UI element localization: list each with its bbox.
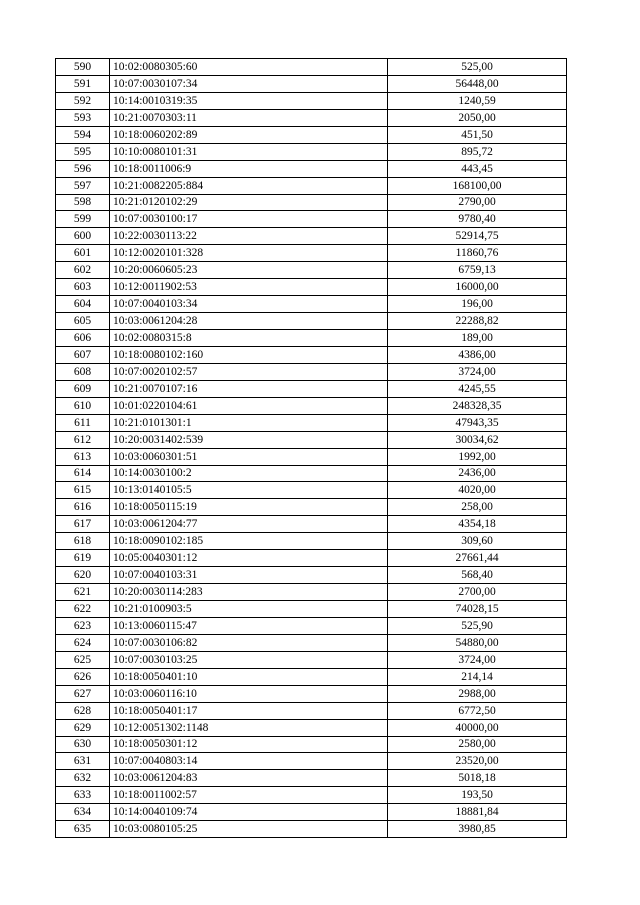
table-row bbox=[56, 109, 567, 126]
row-number-cell: 606 bbox=[56, 330, 110, 347]
cadastral-code-cell: 10:02:0080315:8 bbox=[110, 330, 388, 347]
table-row bbox=[56, 753, 567, 770]
row-number-cell: 591 bbox=[56, 75, 110, 92]
row-number-cell: 613 bbox=[56, 448, 110, 465]
cadastral-code-cell: 10:12:0020101:328 bbox=[110, 245, 388, 262]
amount-cell: 40000,00 bbox=[388, 719, 567, 736]
table-row bbox=[56, 330, 567, 347]
amount-cell: 2988,00 bbox=[388, 685, 567, 702]
row-number-cell: 594 bbox=[56, 126, 110, 143]
amount-cell: 168100,00 bbox=[388, 177, 567, 194]
cadastral-code-cell: 10:20:0030114:283 bbox=[110, 584, 388, 601]
cadastral-code-cell: 10:13:0140105:5 bbox=[110, 482, 388, 499]
table-row bbox=[56, 787, 567, 804]
row-number-cell: 612 bbox=[56, 431, 110, 448]
table-row bbox=[56, 431, 567, 448]
table-row bbox=[56, 736, 567, 753]
row-number-cell: 616 bbox=[56, 499, 110, 516]
table-row bbox=[56, 194, 567, 211]
cadastral-code-cell: 10:01:0220104:61 bbox=[110, 397, 388, 414]
amount-cell: 9780,40 bbox=[388, 211, 567, 228]
amount-cell: 54880,00 bbox=[388, 634, 567, 651]
row-number-cell: 609 bbox=[56, 380, 110, 397]
table-row bbox=[56, 363, 567, 380]
amount-cell: 1992,00 bbox=[388, 448, 567, 465]
table-row bbox=[56, 211, 567, 228]
row-number-cell: 600 bbox=[56, 228, 110, 245]
row-number-cell: 625 bbox=[56, 651, 110, 668]
cadastral-code-cell: 10:03:0061204:83 bbox=[110, 770, 388, 787]
row-number-cell: 617 bbox=[56, 516, 110, 533]
cadastral-code-cell: 10:18:0011006:9 bbox=[110, 160, 388, 177]
cadastral-code-cell: 10:07:0040103:34 bbox=[110, 296, 388, 313]
table-row bbox=[56, 346, 567, 363]
row-number-cell: 605 bbox=[56, 313, 110, 330]
row-number-cell: 619 bbox=[56, 550, 110, 567]
cadastral-code-cell: 10:03:0060116:10 bbox=[110, 685, 388, 702]
amount-cell: 568,40 bbox=[388, 567, 567, 584]
amount-cell: 23520,00 bbox=[388, 753, 567, 770]
amount-cell: 22288,82 bbox=[388, 313, 567, 330]
cadastral-code-cell: 10:14:0030100:2 bbox=[110, 465, 388, 482]
cadastral-code-cell: 10:21:0082205:884 bbox=[110, 177, 388, 194]
row-number-cell: 590 bbox=[56, 59, 110, 76]
amount-cell: 56448,00 bbox=[388, 75, 567, 92]
table-row bbox=[56, 719, 567, 736]
cadastral-code-cell: 10:10:0080101:31 bbox=[110, 143, 388, 160]
amount-cell: 1240,59 bbox=[388, 92, 567, 109]
row-number-cell: 595 bbox=[56, 143, 110, 160]
amount-cell: 6759,13 bbox=[388, 262, 567, 279]
table-row bbox=[56, 279, 567, 296]
amount-cell: 214,14 bbox=[388, 668, 567, 685]
cadastral-code-cell: 10:20:0060605:23 bbox=[110, 262, 388, 279]
row-number-cell: 631 bbox=[56, 753, 110, 770]
table-row bbox=[56, 702, 567, 719]
amount-cell: 2580,00 bbox=[388, 736, 567, 753]
cadastral-code-cell: 10:07:0030103:25 bbox=[110, 651, 388, 668]
row-number-cell: 603 bbox=[56, 279, 110, 296]
table-row bbox=[56, 313, 567, 330]
amount-cell: 4386,00 bbox=[388, 346, 567, 363]
amount-cell: 5018,18 bbox=[388, 770, 567, 787]
row-number-cell: 634 bbox=[56, 804, 110, 821]
row-number-cell: 621 bbox=[56, 584, 110, 601]
row-number-cell: 604 bbox=[56, 296, 110, 313]
cadastral-code-cell: 10:03:0061204:77 bbox=[110, 516, 388, 533]
cadastral-code-cell: 10:07:0020102:57 bbox=[110, 363, 388, 380]
row-number-cell: 611 bbox=[56, 414, 110, 431]
row-number-cell: 629 bbox=[56, 719, 110, 736]
amount-cell: 451,50 bbox=[388, 126, 567, 143]
amount-cell: 3724,00 bbox=[388, 651, 567, 668]
cadastral-code-cell: 10:13:0060115:47 bbox=[110, 617, 388, 634]
cadastral-code-cell: 10:18:0090102:185 bbox=[110, 533, 388, 550]
table-row bbox=[56, 804, 567, 821]
table-row bbox=[56, 414, 567, 431]
row-number-cell: 624 bbox=[56, 634, 110, 651]
amount-cell: 2700,00 bbox=[388, 584, 567, 601]
amount-cell: 3724,00 bbox=[388, 363, 567, 380]
table-row bbox=[56, 59, 567, 76]
table-row bbox=[56, 160, 567, 177]
cadastral-code-cell: 10:18:0011002:57 bbox=[110, 787, 388, 804]
table-row bbox=[56, 397, 567, 414]
cadastral-code-cell: 10:07:0040103:31 bbox=[110, 567, 388, 584]
row-number-cell: 627 bbox=[56, 685, 110, 702]
cadastral-code-cell: 10:07:0030107:34 bbox=[110, 75, 388, 92]
row-number-cell: 597 bbox=[56, 177, 110, 194]
row-number-cell: 602 bbox=[56, 262, 110, 279]
amount-cell: 443,45 bbox=[388, 160, 567, 177]
table-row bbox=[56, 533, 567, 550]
row-number-cell: 596 bbox=[56, 160, 110, 177]
row-number-cell: 630 bbox=[56, 736, 110, 753]
row-number-cell: 626 bbox=[56, 668, 110, 685]
amount-cell: 47943,35 bbox=[388, 414, 567, 431]
cadastral-code-cell: 10:03:0061204:28 bbox=[110, 313, 388, 330]
row-number-cell: 599 bbox=[56, 211, 110, 228]
table-row bbox=[56, 448, 567, 465]
cadastral-code-cell: 10:14:0010319:35 bbox=[110, 92, 388, 109]
cadastral-code-cell: 10:21:0101301:1 bbox=[110, 414, 388, 431]
table-row bbox=[56, 617, 567, 634]
row-number-cell: 623 bbox=[56, 617, 110, 634]
table-row bbox=[56, 262, 567, 279]
table-row bbox=[56, 584, 567, 601]
table-row bbox=[56, 516, 567, 533]
table-row bbox=[56, 245, 567, 262]
amount-cell: 3980,85 bbox=[388, 821, 567, 838]
table-body bbox=[56, 59, 567, 838]
cadastral-code-cell: 10:03:0080105:25 bbox=[110, 821, 388, 838]
amount-cell: 52914,75 bbox=[388, 228, 567, 245]
data-table bbox=[55, 58, 567, 838]
amount-cell: 74028,15 bbox=[388, 601, 567, 618]
table-row bbox=[56, 499, 567, 516]
cadastral-code-cell: 10:22:0030113:22 bbox=[110, 228, 388, 245]
table-row bbox=[56, 75, 567, 92]
row-number-cell: 632 bbox=[56, 770, 110, 787]
amount-cell: 27661,44 bbox=[388, 550, 567, 567]
cadastral-code-cell: 10:18:0050401:17 bbox=[110, 702, 388, 719]
table-row bbox=[56, 228, 567, 245]
row-number-cell: 622 bbox=[56, 601, 110, 618]
amount-cell: 30034,62 bbox=[388, 431, 567, 448]
amount-cell: 4020,00 bbox=[388, 482, 567, 499]
row-number-cell: 628 bbox=[56, 702, 110, 719]
amount-cell: 193,50 bbox=[388, 787, 567, 804]
cadastral-code-cell: 10:03:0060301:51 bbox=[110, 448, 388, 465]
cadastral-code-cell: 10:21:0070303:11 bbox=[110, 109, 388, 126]
amount-cell: 2050,00 bbox=[388, 109, 567, 126]
cadastral-code-cell: 10:05:0040301:12 bbox=[110, 550, 388, 567]
cadastral-code-cell: 10:14:0040109:74 bbox=[110, 804, 388, 821]
cadastral-code-cell: 10:21:0120102:29 bbox=[110, 194, 388, 211]
row-number-cell: 601 bbox=[56, 245, 110, 262]
table-row bbox=[56, 821, 567, 838]
row-number-cell: 592 bbox=[56, 92, 110, 109]
cadastral-code-cell: 10:20:0031402:539 bbox=[110, 431, 388, 448]
amount-cell: 525,00 bbox=[388, 59, 567, 76]
cadastral-code-cell: 10:12:0051302:1148 bbox=[110, 719, 388, 736]
cadastral-code-cell: 10:02:0080305:60 bbox=[110, 59, 388, 76]
amount-cell: 6772,50 bbox=[388, 702, 567, 719]
table-row bbox=[56, 126, 567, 143]
cadastral-code-cell: 10:18:0050401:10 bbox=[110, 668, 388, 685]
amount-cell: 189,00 bbox=[388, 330, 567, 347]
table-row bbox=[56, 651, 567, 668]
table-row bbox=[56, 685, 567, 702]
row-number-cell: 615 bbox=[56, 482, 110, 499]
table-row bbox=[56, 380, 567, 397]
amount-cell: 309,60 bbox=[388, 533, 567, 550]
row-number-cell: 614 bbox=[56, 465, 110, 482]
amount-cell: 248328,35 bbox=[388, 397, 567, 414]
cadastral-code-cell: 10:21:0070107:16 bbox=[110, 380, 388, 397]
row-number-cell: 635 bbox=[56, 821, 110, 838]
amount-cell: 525,90 bbox=[388, 617, 567, 634]
table-row bbox=[56, 770, 567, 787]
table-row bbox=[56, 567, 567, 584]
cadastral-code-cell: 10:07:0040803:14 bbox=[110, 753, 388, 770]
row-number-cell: 608 bbox=[56, 363, 110, 380]
cadastral-code-cell: 10:07:0030100:17 bbox=[110, 211, 388, 228]
table-row bbox=[56, 482, 567, 499]
amount-cell: 895,72 bbox=[388, 143, 567, 160]
row-number-cell: 633 bbox=[56, 787, 110, 804]
amount-cell: 196,00 bbox=[388, 296, 567, 313]
row-number-cell: 620 bbox=[56, 567, 110, 584]
table-row bbox=[56, 668, 567, 685]
amount-cell: 16000,00 bbox=[388, 279, 567, 296]
cadastral-code-cell: 10:18:0080102:160 bbox=[110, 346, 388, 363]
row-number-cell: 610 bbox=[56, 397, 110, 414]
amount-cell: 11860,76 bbox=[388, 245, 567, 262]
cadastral-code-cell: 10:21:0100903:5 bbox=[110, 601, 388, 618]
table-row bbox=[56, 634, 567, 651]
table-row bbox=[56, 601, 567, 618]
row-number-cell: 607 bbox=[56, 346, 110, 363]
amount-cell: 258,00 bbox=[388, 499, 567, 516]
cadastral-code-cell: 10:18:0050301:12 bbox=[110, 736, 388, 753]
amount-cell: 2436,00 bbox=[388, 465, 567, 482]
amount-cell: 2790,00 bbox=[388, 194, 567, 211]
table-row bbox=[56, 550, 567, 567]
row-number-cell: 593 bbox=[56, 109, 110, 126]
cadastral-code-cell: 10:07:0030106:82 bbox=[110, 634, 388, 651]
amount-cell: 18881,84 bbox=[388, 804, 567, 821]
table-row bbox=[56, 143, 567, 160]
amount-cell: 4354,18 bbox=[388, 516, 567, 533]
cadastral-code-cell: 10:18:0050115:19 bbox=[110, 499, 388, 516]
table-row bbox=[56, 465, 567, 482]
cadastral-code-cell: 10:12:0011902:53 bbox=[110, 279, 388, 296]
cadastral-code-cell: 10:18:0060202:89 bbox=[110, 126, 388, 143]
table-row bbox=[56, 177, 567, 194]
row-number-cell: 618 bbox=[56, 533, 110, 550]
row-number-cell: 598 bbox=[56, 194, 110, 211]
table-row bbox=[56, 92, 567, 109]
table-row bbox=[56, 296, 567, 313]
amount-cell: 4245,55 bbox=[388, 380, 567, 397]
